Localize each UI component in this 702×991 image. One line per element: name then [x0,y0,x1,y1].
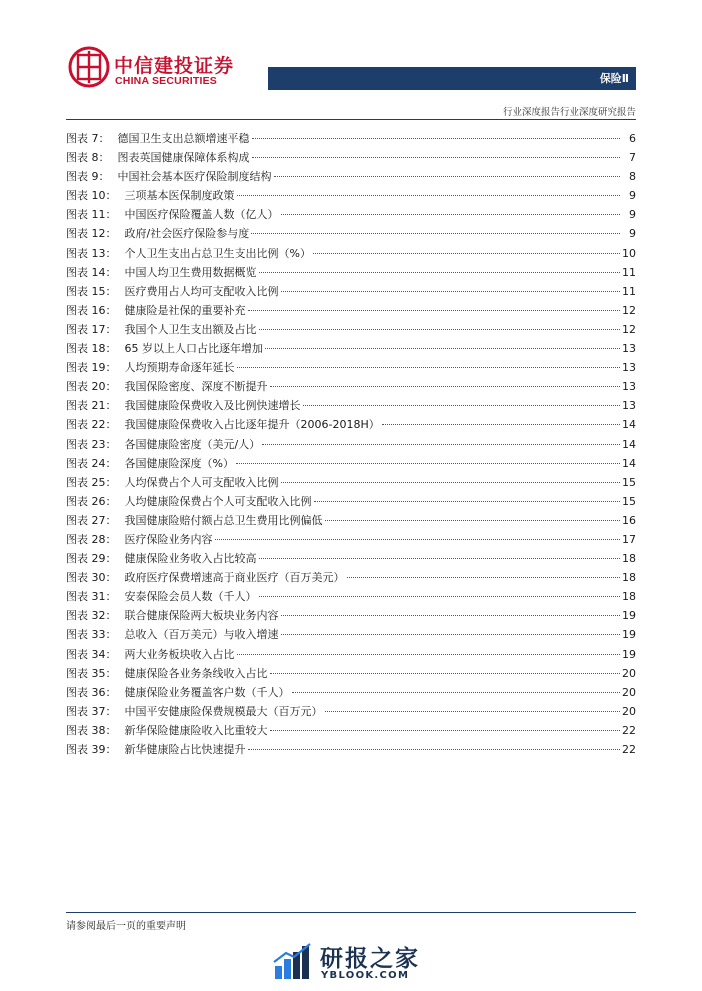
toc-entry-label: 图表 8： [66,151,110,165]
citic-logo-icon [68,46,110,88]
toc-entry-label: 图表 12： [66,227,117,241]
toc-leader-dots [274,176,621,177]
toc-entry[interactable] [66,186,636,205]
toc-entry[interactable] [66,415,636,434]
toc-entry-page: 7 [629,151,636,165]
watermark-url: YBLOOK.COM [321,970,410,981]
toc-entry-label: 图表 32： [66,609,117,623]
toc-entry-title: 我国保险密度、深度不断提升 [124,380,268,394]
toc-entry-label: 图表 10： [66,189,117,203]
toc-entry[interactable] [66,702,636,721]
toc-entry[interactable] [66,244,636,263]
toc-entry-page: 13 [622,342,636,356]
toc-entry[interactable] [66,377,636,396]
toc-entry[interactable] [66,263,636,282]
toc-entry-label: 图表 20： [66,380,117,394]
toc-entry-label: 图表 36： [66,685,117,699]
toc-entry[interactable] [66,320,636,339]
toc-entry-page: 11 [622,284,636,298]
toc-entry[interactable] [66,721,636,740]
toc-entry-label: 图表 9： [66,170,110,184]
toc-entry-title: 人均健康险保费占个人可支配收入比例 [124,494,312,508]
toc-leader-dots [259,329,621,330]
toc-entry-label: 图表 31： [66,590,117,604]
toc-entry[interactable] [66,530,636,549]
toc-entry-title: 中国医疗保险覆盖人数（亿人） [124,208,279,222]
toc-leader-dots [259,558,621,559]
toc-entry-label: 图表 13： [66,246,117,260]
toc-leader-dots [265,348,620,349]
toc-entry-page: 12 [622,322,636,336]
toc-entry[interactable] [66,129,636,148]
toc-entry-label: 图表 30： [66,571,117,585]
toc-entry[interactable] [66,664,636,683]
report-type-label: 行业深度报告行业深度研究报告 [502,107,636,118]
toc-entry[interactable] [66,339,636,358]
toc-entry[interactable] [66,454,636,473]
toc-entry-title: 政府/社会医疗保险参与度 [124,227,250,241]
toc-entry-page: 9 [629,227,636,241]
toc-entry-title: 我国健康险保费收入及比例快速增长 [124,399,301,413]
toc-entry-page: 18 [622,571,636,585]
toc-leader-dots [259,272,621,273]
toc-leader-dots [237,195,621,196]
toc-entry[interactable] [66,473,636,492]
toc-entry-title: 德国卫生支出总额增速平稳 [117,132,250,145]
toc-entry[interactable] [66,492,636,511]
toc-entry[interactable] [66,358,636,377]
toc-entry-page: 17 [622,532,636,546]
toc-entry-title: 中国社会基本医疗保险制度结构 [117,170,272,184]
logo-chinese-name: 中信建投证券 [114,55,235,77]
toc-entry[interactable] [66,683,636,702]
toc-entry-label: 图表 37： [66,704,117,718]
toc-entry-title: 中国人均卫生费用数据概览 [124,265,257,279]
toc-leader-dots [281,634,621,635]
toc-leader-dots [262,444,620,445]
toc-entry-page: 19 [622,628,636,642]
toc-entry-title: 两大业务板块收入占比 [124,647,235,661]
toc-leader-dots [248,749,621,750]
toc-entry-page: 9 [629,208,636,222]
toc-entry[interactable] [66,587,636,606]
toc-leader-dots [281,214,621,215]
toc-entry-label: 图表 27： [66,513,117,527]
toc-leader-dots [237,367,621,368]
toc-entry[interactable] [66,568,636,587]
toc-entry-label: 图表 28： [66,532,117,546]
toc-entry-title: 三项基本医保制度政策 [124,189,235,203]
toc-entry-title: 个人卫生支出占总卫生支出比例（%） [124,246,311,260]
toc-leader-dots [215,539,621,540]
toc-entry-title: 健康保险业务覆盖客户数（千人） [124,685,290,699]
toc-entry-label: 图表 35： [66,666,117,680]
toc-entry-title: 健康保险业务收入占比较高 [124,552,257,566]
toc-leader-dots [248,310,621,311]
toc-leader-dots [270,730,621,731]
toc-entry[interactable] [66,224,636,243]
toc-leader-dots [259,596,621,597]
toc-entry-title: 新华健康险占比快速提升 [124,743,246,756]
toc-leader-dots [281,482,621,483]
header-divider [66,119,636,120]
toc-entry-page: 22 [622,723,636,737]
toc-entry[interactable] [66,396,636,415]
toc-entry[interactable] [66,740,636,759]
toc-entry-label: 图表 17： [66,322,117,336]
toc-leader-dots [236,463,620,464]
toc-entry-page: 19 [622,609,636,623]
toc-entry-label: 图表 23： [66,437,117,451]
toc-entry-page: 15 [622,494,636,508]
toc-leader-dots [325,711,621,712]
toc-entry-title: 政府医疗保费增速高于商业医疗（百万美元） [124,571,345,585]
toc-entry-label: 图表 11： [66,208,117,222]
toc-leader-dots [270,673,621,674]
toc-entry-label: 图表 39： [66,743,117,756]
toc-entry-label: 图表 24： [66,456,117,470]
toc-entry-page: 9 [629,189,636,203]
toc-entry-label: 图表 26： [66,494,117,508]
toc-leader-dots [292,692,621,693]
toc-entry[interactable] [66,301,636,320]
toc-entry-title: 各国健康险深度（%） [124,456,234,470]
toc-entry-title: 我国个人卫生支出额及占比 [124,322,257,336]
toc-entry[interactable] [66,435,636,454]
toc-entry-title: 健康险是社保的重要补充 [124,303,246,317]
toc-leader-dots [281,615,621,616]
toc-entry-page: 8 [629,170,636,184]
toc-entry[interactable] [66,205,636,224]
toc-entry-page: 12 [622,303,636,317]
figure-index-list [66,129,636,759]
toc-entry-label: 图表 25： [66,475,117,489]
toc-entry-page: 19 [622,647,636,661]
toc-entry-title: 健康保险各业务条线收入占比 [124,666,268,680]
toc-entry-label: 图表 19： [66,361,117,375]
toc-entry-page: 13 [622,361,636,375]
toc-leader-dots [252,157,621,158]
toc-entry-page: 13 [622,380,636,394]
toc-leader-dots [237,654,621,655]
toc-entry[interactable] [66,167,636,186]
toc-entry-title: 新华保险健康险收入比重较大 [124,723,268,737]
toc-entry-title: 我国健康险赔付额占总卫生费用比例偏低 [124,513,323,527]
toc-entry-title: 各国健康险密度（美元/人） [124,437,261,451]
toc-leader-dots [281,291,621,292]
watermark [272,940,452,988]
sector-banner: 保险Ⅱ [268,67,636,90]
watermark-text: 研报之家 [320,946,420,972]
toc-entry-page: 20 [622,704,636,718]
toc-leader-dots [303,405,621,406]
toc-leader-dots [314,501,621,502]
toc-leader-dots [251,233,620,234]
toc-entry-label: 图表 34： [66,647,117,661]
toc-entry-page: 22 [622,743,636,756]
logo-english-name: CHINA SECURITIES [115,75,217,87]
toc-entry-title: 我国健康险保费收入占比逐年提升（2006-2018H） [124,418,380,432]
toc-entry-label: 图表 29： [66,552,117,566]
toc-leader-dots [382,424,620,425]
toc-leader-dots [347,577,621,578]
toc-entry-label: 图表 14： [66,265,117,279]
toc-entry-title: 人均预期寿命逐年延长 [124,361,235,375]
toc-entry-title: 安泰保险会员人数（千人） [124,590,257,604]
toc-entry-label: 图表 33： [66,628,117,642]
toc-entry-title: 中国平安健康险保费规模最大（百万元） [124,704,323,718]
toc-entry-title: 总收入（百万美元）与收入增速 [124,628,279,642]
toc-entry-page: 10 [622,246,636,260]
toc-entry-page: 13 [622,399,636,413]
toc-entry[interactable] [66,282,636,301]
toc-entry-title: 65 岁以上人口占比逐年增加 [124,342,263,356]
toc-entry-title: 联合健康保险两大板块业务内容 [124,609,279,623]
toc-entry-page: 18 [622,590,636,604]
toc-leader-dots [252,138,621,139]
bar-chart-logo-icon [272,942,312,982]
toc-entry[interactable] [66,645,636,664]
toc-entry[interactable] [66,549,636,568]
toc-entry[interactable] [66,606,636,625]
toc-entry-page: 14 [622,418,636,432]
toc-entry-title: 图表英国健康保障体系构成 [117,151,250,165]
toc-leader-dots [270,386,621,387]
toc-entry-title: 医疗费用占人均可支配收入比例 [124,284,279,298]
toc-entry-page: 16 [622,513,636,527]
toc-entry-page: 18 [622,552,636,566]
toc-entry-page: 15 [622,475,636,489]
disclaimer-note: 请参阅最后一页的重要声明 [66,921,186,932]
footer-divider [66,912,636,913]
toc-entry-page: 20 [622,666,636,680]
toc-entry[interactable] [66,625,636,644]
toc-leader-dots [313,253,620,254]
company-logo [68,46,235,90]
toc-entry-title: 医疗保险业务内容 [124,532,213,546]
toc-entry-page: 14 [622,456,636,470]
toc-entry-label: 图表 18： [66,342,117,356]
toc-leader-dots [325,520,621,521]
toc-entry[interactable] [66,511,636,530]
toc-entry-page: 14 [622,437,636,451]
toc-entry-label: 图表 16： [66,303,117,317]
toc-entry-label: 图表 15： [66,284,117,298]
toc-entry-label: 图表 21： [66,399,117,413]
toc-entry-label: 图表 22： [66,418,117,432]
toc-entry-page: 6 [629,132,636,145]
toc-entry-label: 图表 38： [66,723,117,737]
toc-entry-title: 人均保费占个人可支配收入比例 [124,475,279,489]
toc-entry-page: 20 [622,685,636,699]
toc-entry-page: 11 [622,265,636,279]
toc-entry[interactable] [66,148,636,167]
toc-entry-label: 图表 7： [66,132,110,145]
